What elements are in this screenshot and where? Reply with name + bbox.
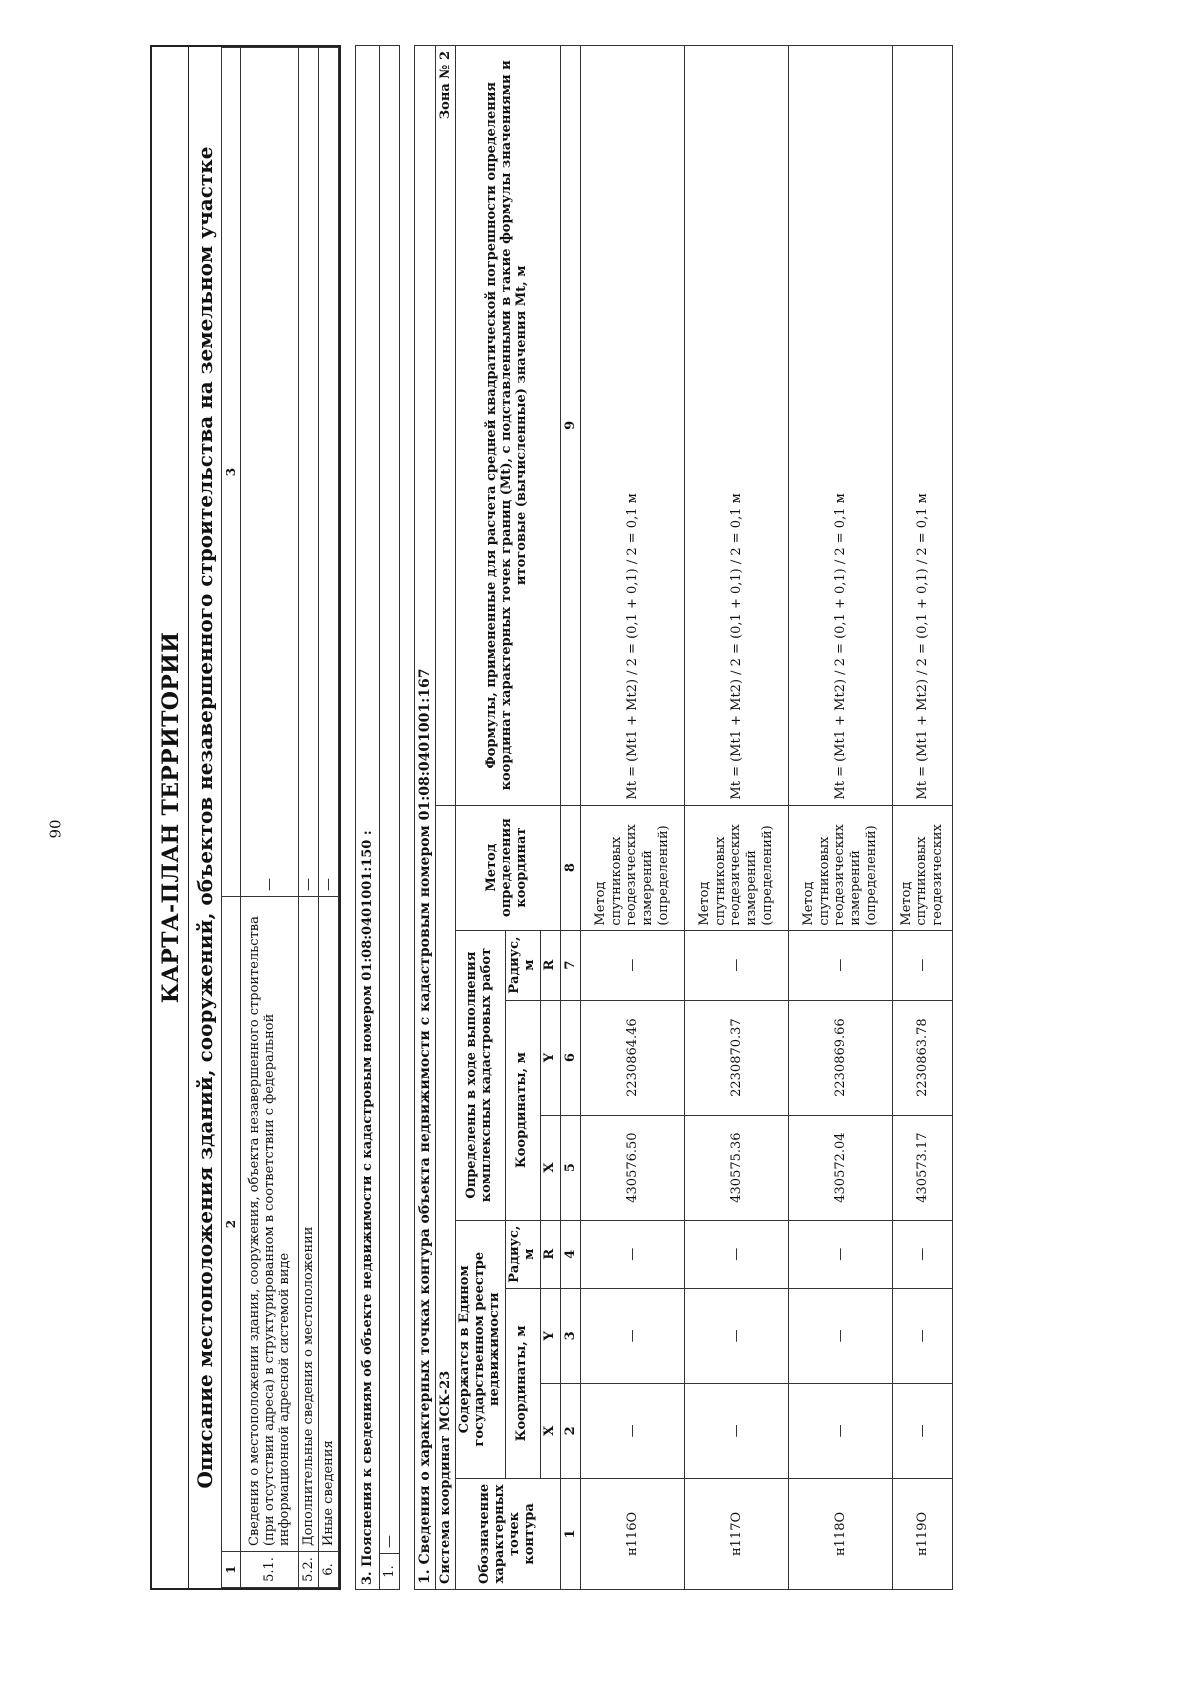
zone-label: Зона № 2: [436, 46, 456, 806]
section3-row-value: —: [380, 46, 400, 1554]
point-name: н119О: [892, 1478, 952, 1589]
table-row: [580, 46, 684, 1590]
formula-text: Mt = (Mt1 + Mt2) / 2 = (0,1 + 0,1) / 2 = 0,1 м: [788, 46, 892, 806]
header-formula: Формулы, примененные для расчета средней квадратической погрешности определения координат характерных точек границ (Mt), с подставленными в такие формулы значениями и итоговые (вычисленные) значения Mt, м: [456, 46, 561, 806]
method-text: Метод спутниковых геодезических измерений (определений): [580, 805, 684, 930]
y-egrn: —: [580, 1288, 684, 1383]
location-row-text: Дополнительные сведения о местоположении: [299, 897, 319, 1552]
col-num: 6: [560, 1000, 580, 1115]
y-value: 2230869.66: [788, 1000, 892, 1115]
section3-heading: 3. Пояснения к сведениям об объекте недвижимости с кадастровым номером 01:08:0401001:150 :: [356, 46, 380, 1590]
table-row: [684, 46, 788, 1590]
col-num: 5: [560, 1115, 580, 1220]
r-value: —: [684, 930, 788, 1000]
point-name: н117О: [684, 1478, 788, 1589]
header-r: R: [540, 930, 560, 1000]
header-r: R: [540, 1220, 560, 1288]
x-value: 430575.36: [684, 1115, 788, 1220]
section3-row-num: 1.: [380, 1554, 400, 1590]
header-radius-egrn: Радиус, м: [505, 1220, 540, 1288]
method-text: Метод спутниковых геодезических: [892, 805, 952, 930]
header-y: Y: [540, 1288, 560, 1383]
document-frame: [150, 45, 953, 1590]
formula-text: Mt = (Mt1 + Mt2) / 2 = (0,1 + 0,1) / 2 = 0,1 м: [580, 46, 684, 806]
header-x: X: [540, 1383, 560, 1478]
table-row: [788, 46, 892, 1590]
header-coords-works: Координаты, м: [505, 1000, 540, 1220]
location-table: [221, 47, 339, 1588]
location-row-num: 5.2.: [299, 1552, 319, 1588]
location-row-text: Иные сведения: [319, 897, 339, 1552]
col-num: 2: [560, 1383, 580, 1478]
x-egrn: —: [788, 1383, 892, 1478]
col-num-3: 3: [222, 48, 241, 897]
y-value: 2230863.78: [892, 1000, 952, 1115]
col-num: 1: [560, 1478, 580, 1589]
col-num: 9: [560, 46, 580, 806]
location-row-value: —: [241, 48, 299, 897]
page-number: 90: [46, 819, 65, 839]
r-egrn: —: [788, 1220, 892, 1288]
point-name: н116О: [580, 1478, 684, 1589]
coord-system: Система координат МСК-23: [436, 805, 456, 1589]
y-value: 2230870.37: [684, 1000, 788, 1115]
location-row-num: 5.1.: [241, 1552, 299, 1588]
method-text: Метод спутниковых геодезических измерений (определений): [788, 805, 892, 930]
location-row-value: —: [319, 48, 339, 897]
x-egrn: —: [892, 1383, 952, 1478]
x-value: 430573.17: [892, 1115, 952, 1220]
x-egrn: —: [684, 1383, 788, 1478]
rotated-page-content: [150, 30, 1040, 1590]
section3-table: [355, 45, 400, 1590]
point-name: н118О: [788, 1478, 892, 1589]
page-title: КАРТА-ПЛАН ТЕРРИТОРИИ: [152, 47, 189, 1588]
table-row: [892, 46, 952, 1590]
location-row-value: —: [299, 48, 319, 897]
x-value: 430576.50: [580, 1115, 684, 1220]
x-value: 430572.04: [788, 1115, 892, 1220]
location-row-num: 6.: [319, 1552, 339, 1588]
header-x: X: [540, 1115, 560, 1220]
r-value: —: [788, 930, 892, 1000]
r-egrn: —: [892, 1220, 952, 1288]
col-num: 7: [560, 930, 580, 1000]
header-y: Y: [540, 1000, 560, 1115]
r-value: —: [580, 930, 684, 1000]
col-num: 3: [560, 1288, 580, 1383]
title-block: [150, 45, 341, 1590]
header-works: Определены в ходе выполнения комплексных кадастровых работ: [456, 930, 506, 1220]
section1-table: [414, 45, 953, 1590]
header-coords-egrn: Координаты, м: [505, 1288, 540, 1478]
r-value: —: [892, 930, 952, 1000]
header-radius-works: Радиус, м: [505, 930, 540, 1000]
header-designation: Обозначение характерных точек контура: [456, 1478, 561, 1589]
method-text: Метод спутниковых геодезических измерений (определений): [684, 805, 788, 930]
r-egrn: —: [580, 1220, 684, 1288]
col-num-2: 2: [222, 897, 241, 1552]
y-egrn: —: [684, 1288, 788, 1383]
header-method: Метод определения координат: [456, 805, 561, 930]
r-egrn: —: [684, 1220, 788, 1288]
col-num: 8: [560, 805, 580, 930]
col-num: 4: [560, 1220, 580, 1288]
page-subtitle: Описание местоположения зданий, сооружений, объектов незавершенного строительства на земельном участке: [193, 146, 217, 1489]
y-egrn: —: [892, 1288, 952, 1383]
x-egrn: —: [580, 1383, 684, 1478]
col-num-1: 1: [222, 1552, 241, 1588]
formula-text: Mt = (Mt1 + Mt2) / 2 = (0,1 + 0,1) / 2 = 0,1 м: [684, 46, 788, 806]
header-egrn: Содержатся в Едином государственном реестре недвижимости: [456, 1220, 506, 1478]
formula-text: Mt = (Mt1 + Mt2) / 2 = (0,1 + 0,1) / 2 = 0,1 м: [892, 46, 952, 806]
y-egrn: —: [788, 1288, 892, 1383]
location-row-text: Сведения о местоположении здания, сооружения, объекта незавершенного строительства (при отсутствии адреса) в структурированном в соответствии с федеральной информационной адресной системой виде: [241, 897, 299, 1552]
y-value: 2230864.46: [580, 1000, 684, 1115]
section1-heading: 1. Сведения о характерных точках контура объекта недвижимости с кадастровым номером 01:08:0401001:167: [415, 46, 436, 1590]
